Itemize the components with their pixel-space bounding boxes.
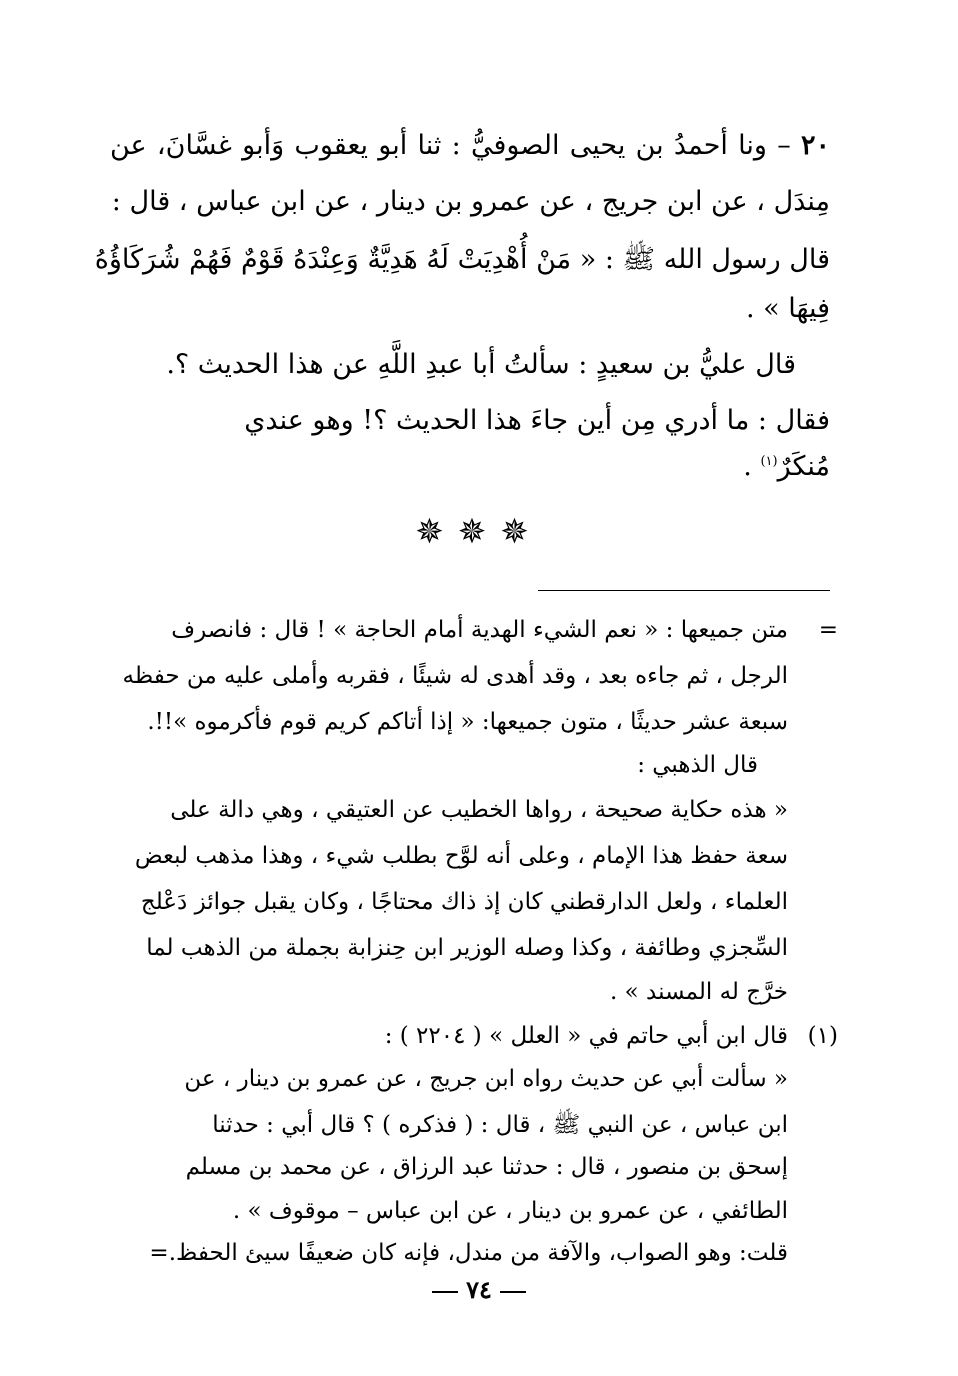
body-line-7 [743,451,830,482]
note1-marker: (١) [807,1023,838,1049]
footnote-line-1: متن جميعها : « نعم الشيء الهدية أمام الحاجة » ! قال : فانصرف [171,617,788,643]
footnote-line-3: سبعة عشر حديثًا ، متون جميعها: « إذا أتاكم كريم قوم فأكرموه »!!. [147,709,788,735]
footnote-line-6: سعة حفظ هذا الإمام ، وعلى أنه لوَّح بطلب شيء ، وهذا مذهب لبعض [134,843,788,869]
body-line-4: فِيهَا » . [746,293,830,324]
footnote-line-5: « هذه حكاية صحيحة ، رواها الخطيب عن العتيقي ، وهي دالة على [170,797,788,823]
note1-line-2: « سألت أبي عن حديث رواه ابن جريج ، عن عمرو بن دينار ، عن [184,1066,788,1092]
note1-line-5: الطائفي ، عن عمرو بن دينار ، عن ابن عباس – موقوف » . [232,1198,788,1224]
page-number-dash-left [432,1291,458,1293]
footnote-line-8: السِّجزي وطائفة ، وكذا وصله الوزير ابن حِنزابة بجملة من الذهب لما [146,935,788,961]
footnote-marker: (١) [760,454,778,469]
ending-period: . [743,451,752,482]
body-line-3: قال رسول الله ﷺ : « مَنْ أُهْدِيَتْ لَهُ هَدِيَّةٌ وَعِنْدَهُ قَوْمٌ فَهُمْ شُرَكَاؤُهُ [94,244,830,275]
page-number-dash-right [500,1291,526,1293]
body-line-1 [110,130,830,161]
note1-line-3: ابن عباس ، عن النبي ﷺ ، قال : ( فذكره ) ؟ قال أبي : حدثنا [212,1112,788,1138]
body-line-6: فقال : ما أدري مِن أين جاءَ هذا الحديث ؟! وهو عندي [244,405,830,436]
footnote-separator [538,590,830,591]
footnote-line-9: خرَّج له المسند » . [610,979,788,1005]
body-line-5: قال عليُّ بن سعيدٍ : سألتُ أبا عبدِ اللَّهِ عن هذا الحديث ؟. [166,349,796,380]
page-number [0,1275,958,1304]
hadith-number: ٢٠ [800,130,830,161]
body-text: – ونا أحمدُ بن يحيى الصوفيُّ : ثنا أبو يعقوب وَأبو غسَّانَ، عن [110,130,791,161]
page-number-text: ٧٤ [466,1275,492,1304]
footnote-line-2: الرجل ، ثم جاءه بعد ، وقد أهدى له شيئًا ، فقربه وأملى عليه من حفظه [122,663,788,689]
body-text: مُنكَرٌ [777,451,830,482]
note1-line-6: قلت: وهو الصواب، والآفة من مندل، فإنه كان ضعيفًا سيئ الحفظ.= [149,1240,788,1266]
footnote-line-7: العلماء ، ولعل الدارقطني كان إذ ذاك محتاجًا ، وكان يقبل جوائز دَعْلج [140,889,788,915]
separator-stars: ✵✵✵ [415,512,543,552]
footnote-line-4: قال الذهبي : [637,752,758,778]
note1-line-4: إسحق بن منصور ، قال : حدثنا عبد الرزاق ، عن محمد بن مسلم [185,1154,788,1180]
continuation-mark: = [818,617,838,643]
note1-line-1: قال ابن أبي حاتم في « العلل » ( ٢٢٠٤ ) : [384,1023,788,1049]
body-line-2: مِندَل ، عن ابن جريج ، عن عمرو بن دينار ، عن ابن عباس ، قال : [111,186,830,217]
